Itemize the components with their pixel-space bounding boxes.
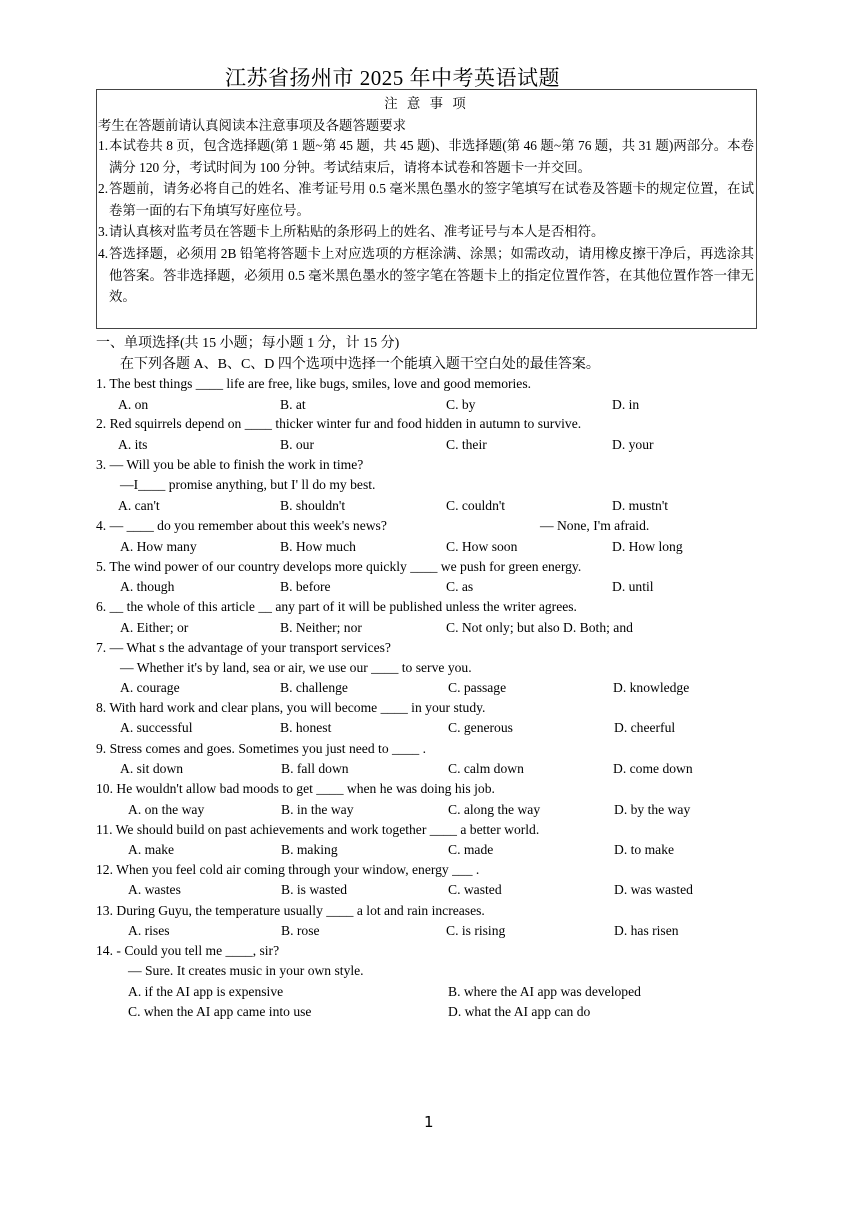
- option-c[interactable]: C. passage: [448, 680, 507, 695]
- notice-item: [98, 135, 754, 178]
- notice-item-number: 1.: [98, 138, 109, 153]
- option-c[interactable]: C. How soon: [446, 539, 518, 554]
- notice-intro: 考生在答题前请认真阅读本注意事项及各题答题要求: [98, 118, 406, 133]
- question-stem: 3. — Will you be able to finish the work in time?: [96, 457, 364, 472]
- option-a[interactable]: A. if the AI app is expensive: [128, 984, 284, 999]
- question-stem: 11. We should build on past achievements and work together ____ a better world.: [96, 822, 540, 837]
- question-reply: — Whether it's by land, sea or air, we use our ____ to serve you.: [120, 660, 472, 675]
- notice-item-text: 答题前，请务必将自己的姓名、准考证号用 0.5 毫米黑色墨水的签字笔填写在试卷及答题卡的规定位置，在试卷第一面的右下角填写好座位号。: [109, 181, 754, 218]
- option-c[interactable]: C. their: [446, 437, 487, 452]
- option-c[interactable]: C. wasted: [448, 882, 502, 897]
- notice-item-text: 答选择题，必须用 2B 铅笔将答题卡上对应选项的方框涂满、涂黑；如需改动，请用橡皮擦干净后，再选涂其他答案。答非选择题，必须用 0.5 毫米黑色墨水的签字笔在答题卡上的指定位置作答，在其他位置作答一律无效。: [109, 246, 754, 304]
- option-a[interactable]: A. How many: [120, 539, 197, 554]
- option-c[interactable]: C. is rising: [446, 923, 506, 938]
- option-d[interactable]: D. until: [612, 579, 654, 594]
- option-c[interactable]: C. by: [446, 397, 476, 412]
- notice-box: [96, 89, 757, 329]
- option-a[interactable]: A. on the way: [128, 802, 205, 817]
- notice-item: [98, 221, 754, 243]
- notice-item: [98, 178, 754, 221]
- section-heading: 一、单项选择(共 15 小题；每小题 1 分，计 15 分): [96, 336, 400, 351]
- option-a[interactable]: A. make: [128, 842, 175, 857]
- notice-item-text: 本试卷共 8 页，包含选择题(第 1 题~第 45 题，共 45 题)、非选择题(第 46 题~第 76 题，共 31 题)两部分。本卷满分 120 分，考试时间为 100 分钟。考试结束后，请将本试卷和答题卡一并交回。: [109, 138, 754, 175]
- option-a[interactable]: A. can't: [118, 498, 160, 513]
- notice-item-number: 4.: [98, 246, 109, 261]
- notice-item-number: 3.: [98, 224, 109, 239]
- question-stem: 13. During Guyu, the temperature usually ____ a lot and rain increases.: [96, 903, 485, 918]
- question-stem: 9. Stress comes and goes. Sometimes you just need to ____ .: [96, 741, 426, 756]
- option-b[interactable]: B. shouldn't: [280, 498, 346, 513]
- option-a[interactable]: A. sit down: [120, 761, 184, 776]
- question-reply: — None, I'm afraid.: [540, 518, 650, 533]
- option-b[interactable]: B. fall down: [281, 761, 349, 776]
- question-reply: — Sure. It creates music in your own style.: [128, 963, 364, 978]
- option-a[interactable]: A. Either; or: [120, 620, 189, 635]
- option-d[interactable]: D. to make: [614, 842, 675, 857]
- option-a[interactable]: A. rises: [128, 923, 170, 938]
- option-d[interactable]: D. cheerful: [614, 720, 676, 735]
- option-a[interactable]: A. its: [118, 437, 148, 452]
- option-c-d[interactable]: C. Not only; but also D. Both; and: [446, 620, 633, 635]
- option-c[interactable]: C. along the way: [448, 802, 541, 817]
- option-d[interactable]: D. mustn't: [612, 498, 669, 513]
- option-a[interactable]: A. successful: [120, 720, 193, 735]
- option-d[interactable]: D. come down: [613, 761, 693, 776]
- notice-item-text: 请认真核对监考员在答题卡上所粘贴的条形码上的姓名、准考证号与本人是否相符。: [109, 224, 605, 239]
- option-d[interactable]: D. has risen: [614, 923, 679, 938]
- section-instruction: 在下列各题 A、B、C、D 四个选项中选择一个能填入题干空白处的最佳答案。: [120, 357, 600, 372]
- option-b[interactable]: B. challenge: [280, 680, 348, 695]
- question-stem: 2. Red squirrels depend on ____ thicker winter fur and food hidden in autumn to survive.: [96, 416, 582, 431]
- option-b[interactable]: B. making: [281, 842, 338, 857]
- option-b[interactable]: B. at: [280, 397, 306, 412]
- question-stem: 5. The wind power of our country develops more quickly ____ we push for green energy.: [96, 559, 582, 574]
- notice-title: 注 意 事 项: [384, 96, 469, 111]
- option-a[interactable]: A. courage: [120, 680, 180, 695]
- option-c[interactable]: C. when the AI app came into use: [128, 1004, 312, 1019]
- question-stem: 6. __ the whole of this article __ any part of it will be published unless the writer agrees.: [96, 599, 577, 614]
- question-stem: 4. — ____ do you remember about this week's news?: [96, 518, 387, 533]
- option-c[interactable]: C. calm down: [448, 761, 524, 776]
- option-b[interactable]: B. honest: [280, 720, 332, 735]
- notice-item-number: 2.: [98, 181, 109, 196]
- option-b[interactable]: B. is wasted: [281, 882, 348, 897]
- option-d[interactable]: D. in: [612, 397, 640, 412]
- question-stem: 1. The best things ____ life are free, like bugs, smiles, love and good memories.: [96, 376, 532, 391]
- question-stem: 7. — What s the advantage of your transport services?: [96, 640, 391, 655]
- option-a[interactable]: A. on: [118, 397, 149, 412]
- option-c[interactable]: C. couldn't: [446, 498, 506, 513]
- page-number: 1: [424, 1113, 434, 1131]
- notice-item: [98, 243, 754, 308]
- question-stem: 8. With hard work and clear plans, you will become ____ in your study.: [96, 700, 486, 715]
- question-stem: 14. - Could you tell me ____, sir?: [96, 943, 280, 958]
- option-a[interactable]: A. wastes: [128, 882, 181, 897]
- option-d[interactable]: D. knowledge: [613, 680, 690, 695]
- option-d[interactable]: D. was wasted: [614, 882, 693, 897]
- option-d[interactable]: D. your: [612, 437, 654, 452]
- option-b[interactable]: B. How much: [280, 539, 356, 554]
- option-d[interactable]: D. How long: [612, 539, 683, 554]
- option-b[interactable]: B. our: [280, 437, 314, 452]
- option-b[interactable]: B. where the AI app was developed: [448, 984, 641, 999]
- option-b[interactable]: B. in the way: [281, 802, 354, 817]
- option-c[interactable]: C. made: [448, 842, 494, 857]
- option-a[interactable]: A. though: [120, 579, 175, 594]
- exam-title: 江苏省扬州市 2025 年中考英语试题: [225, 66, 560, 90]
- option-d[interactable]: D. by the way: [614, 802, 691, 817]
- question-stem: 12. When you feel cold air coming through your window, energy ___ .: [96, 862, 480, 877]
- question-reply: —I____ promise anything, but I' ll do my best.: [120, 477, 376, 492]
- option-c[interactable]: C. generous: [448, 720, 513, 735]
- option-d[interactable]: D. what the AI app can do: [448, 1004, 591, 1019]
- option-b[interactable]: B. rose: [281, 923, 320, 938]
- option-c[interactable]: C. as: [446, 579, 474, 594]
- option-b[interactable]: B. before: [280, 579, 331, 594]
- option-b[interactable]: B. Neither; nor: [280, 620, 362, 635]
- question-stem: 10. He wouldn't allow bad moods to get ____ when he was doing his job.: [96, 781, 495, 796]
